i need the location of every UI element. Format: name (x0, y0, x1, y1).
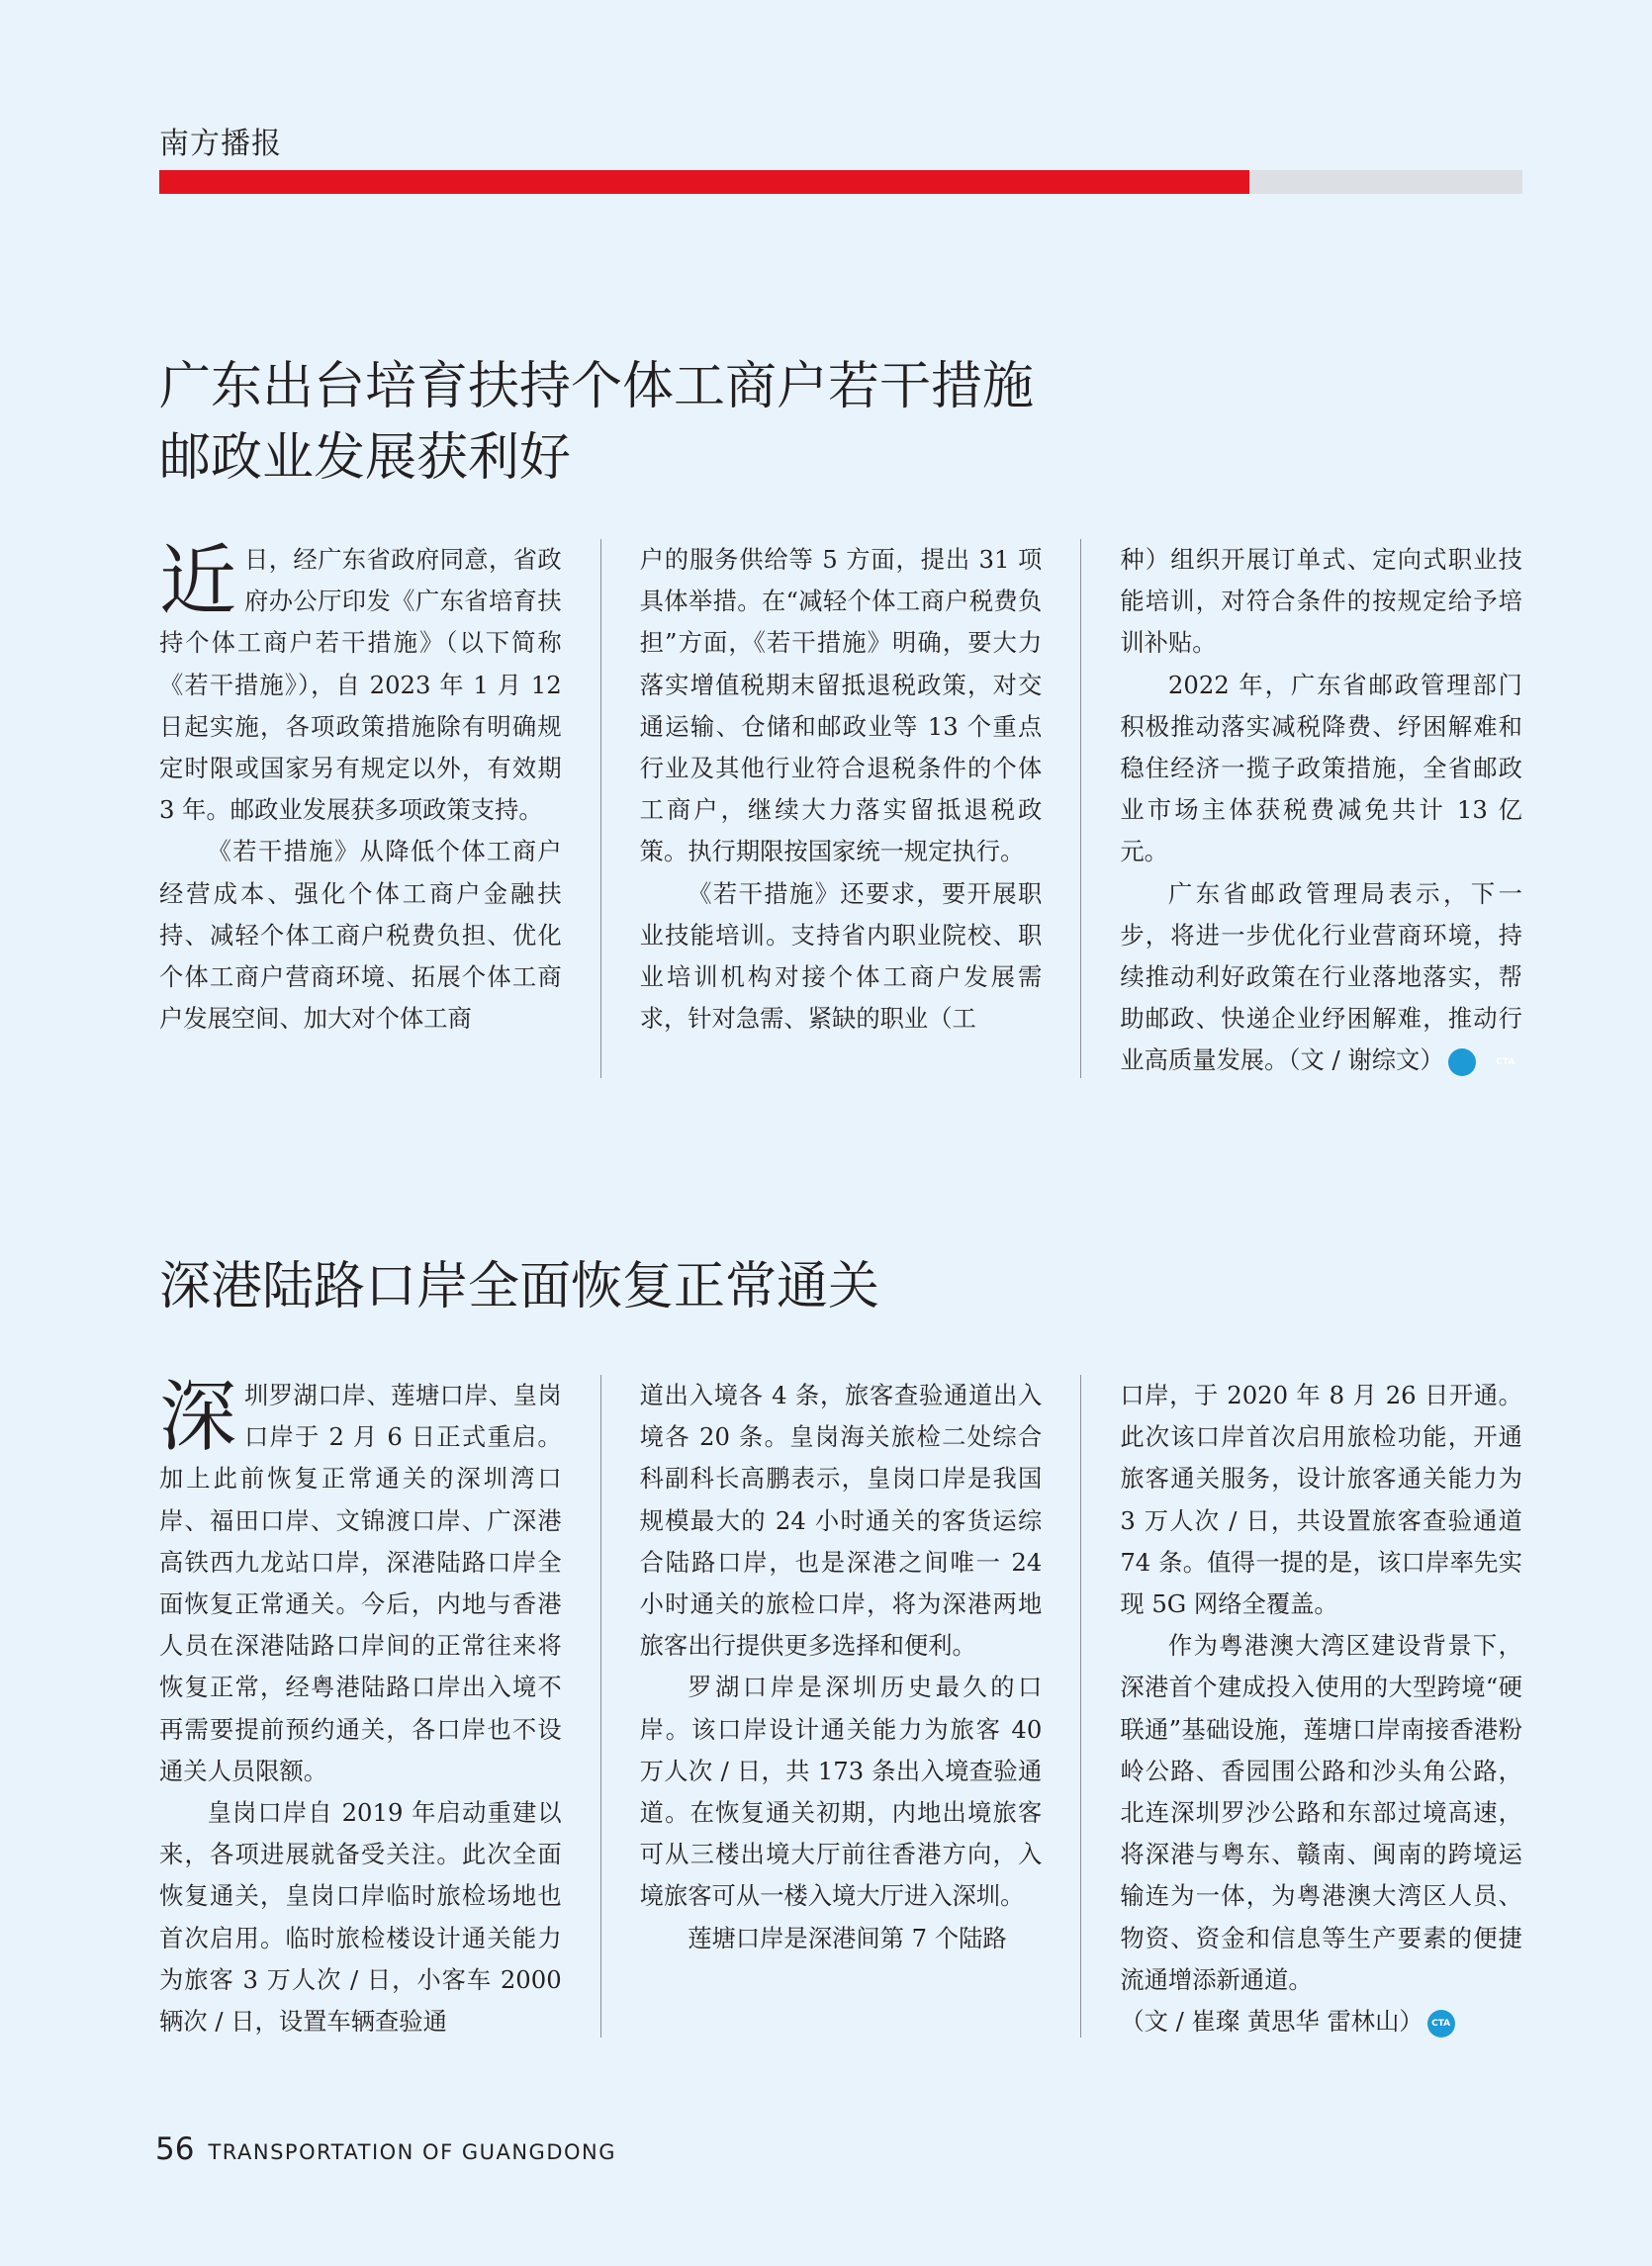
paragraph-text: 日，经广东省政府同意，省政府办公厅印发《广东省培育扶持个体工商户若干措施》（以下简称《若干措施》），自 2023 年 1 月 12 日起实施，各项政策措施除有明确规定时限或国家另有规定以外，有效期 3 年。邮政业发展获多项政策支持。 (159, 545, 562, 825)
paragraph: 《若干措施》还要求，要开展职业技能培训。支持省内职业院校、职业培训机构对接个体工商户发展需求，针对急需、紧缺的职业（工 (639, 878, 1043, 1034)
dropcap: 近 (159, 539, 237, 626)
article1-col3 (1120, 539, 1522, 1078)
article2-title: 深港陆路口岸全面恢复正常通关 (159, 1257, 880, 1316)
paragraph (1120, 873, 1522, 1078)
paragraph (1120, 2001, 1522, 2038)
column-divider (600, 539, 601, 1078)
column-divider (1080, 539, 1081, 1078)
paragraph: 户的服务供给等 5 方面，提出 31 项具体举措。在“减轻个体工商户税费负担”方面，《若干措施》明确，要大力落实增值税期末留抵退税政策，对交通运输、仓储和邮政业等 13 个重点行业及其他行业符合退税条件的个体工商户，继续大力落实留抵退税政策。执行期限按国家统一规定执行。 (639, 545, 1043, 866)
paragraph-text: 圳罗湖口岸、莲塘口岸、皇岗口岸于 2 月 6 日正式重启。加上此前恢复正常通关的深圳湾口岸、福田口岸、文锦渡口岸、广深港高铁西九龙站口岸，深港陆路口岸全面恢复正常通关。今后，内地与香港人员在深港陆路口岸间的正常往来将恢复正常，经粤港陆路口岸出入境不再需要提前预约通关，各口岸也不设通关人员限额。 (159, 1381, 562, 1785)
article1-col2 (640, 539, 1043, 1078)
paragraph: 皇岗口岸自 2019 年启动重建以来，各项进展就备受关注。此次全面恢复通关，皇岗口岸临时旅检场地也首次启用。临时旅检楼设计通关能力为旅客 3 万人次 / 日，小客车 2000 辆次 / 日，设置车辆查验通 (159, 1798, 562, 2037)
article1-title-line2: 邮政业发展获利好 (159, 428, 572, 488)
paragraph: 作为粤港澳大湾区建设背景下，深港首个建成投入使用的大型跨境“硬联通”基础设施，莲塘口岸南接香港粉岭公路、香园围公路和沙头角公路，北连深圳罗沙公路和东部过境高速，将深港与粤东、赣南、闽南的跨境运输连为一体，为粤港澳大湾区人员、物资、资金和信息等生产要素的便捷流通增添新通道。 (1120, 1631, 1522, 1994)
paragraph: 莲塘口岸是深港间第 7 个陆路 (688, 1923, 1007, 1952)
cta-logo-icon: CTA (1448, 1048, 1476, 1076)
publication-name: TRANSPORTATION OF GUANGDONG (208, 2140, 617, 2164)
cta-logo-icon: CTA (1427, 2010, 1455, 2038)
article2-body (159, 1375, 1522, 2038)
byline: （文 / 谢综文） (1288, 1045, 1444, 1075)
article1-title (159, 351, 1034, 494)
paragraph: 《若干措施》从降低个体工商户经营成本、强化个体工商户金融扶持、减轻个体工商户税费负担、优化个体工商户营商环境、拓展个体工商户发展空间、加大对个体工商 (159, 837, 562, 1034)
paragraph: 道出入境各 4 条，旅客查验通道出入境各 20 条。皇岗海关旅检二处综合科副科长高鹏表示，皇岗口岸是我国规模最大的 24 小时通关的客货运综合陆路口岸，也是深港之间唯一 24 小时通关的旅检口岸，将为深港两地旅客出行提供更多选择和便利。 (639, 1381, 1043, 1661)
article2-col1 (159, 1375, 562, 2038)
paragraph (159, 539, 562, 831)
paragraph: 罗湖口岸是深圳历史最久的口岸。该口岸设计通关能力为旅客 40 万人次 / 日，共 173 条出入境查验通道。在恢复通关初期，内地出境旅客可从三楼出境大厅前往香港方向，入境旅客可从一楼入境大厅进入深圳。 (639, 1673, 1043, 1911)
header-bar (159, 170, 1522, 194)
article2-col2 (640, 1375, 1043, 2038)
section-label: 南方播报 (159, 127, 282, 161)
article1-col1 (159, 539, 562, 1078)
page-number: 56 (155, 2131, 195, 2167)
byline: （文 / 崔璨 黄思华 雷林山） (1120, 2007, 1423, 2037)
column-divider (600, 1375, 601, 2038)
paragraph: 2022 年，广东省邮政管理部门积极推动落实减税降费、纾困解难和稳住经济一揽子政策措施，全省邮政业市场主体获税费减免共计 13 亿元。 (1120, 670, 1522, 866)
page-footer (155, 2131, 616, 2167)
paragraph (159, 1375, 562, 1792)
article2-col3 (1120, 1375, 1522, 2038)
paragraph-text: 广东省邮政管理局表示，下一步，将进一步优化行业营商环境，持续推动利好政策在行业落地落实，帮助邮政、快递企业纾困解难，推动行业高质量发展。 (1120, 878, 1522, 1075)
dropcap: 深 (159, 1375, 237, 1462)
column-divider (1080, 1375, 1081, 2038)
paragraph: 口岸，于 2020 年 8 月 26 日开通。此次该口岸首次启用旅检功能，开通旅客通关服务，设计旅客通关能力为 3 万人次 / 日，共设置旅客查验通道 74 条。值得一提的是，该口岸率先实现 5G 网络全覆盖。 (1120, 1381, 1522, 1619)
article1-body (159, 539, 1522, 1078)
article1-title-line1: 广东出台培育扶持个体工商户若干措施 (159, 357, 1035, 416)
paragraph: 种）组织开展订单式、定向式职业技能培训，对符合条件的按规定给予培训补贴。 (1120, 545, 1522, 658)
header-bar-accent (159, 170, 1249, 194)
